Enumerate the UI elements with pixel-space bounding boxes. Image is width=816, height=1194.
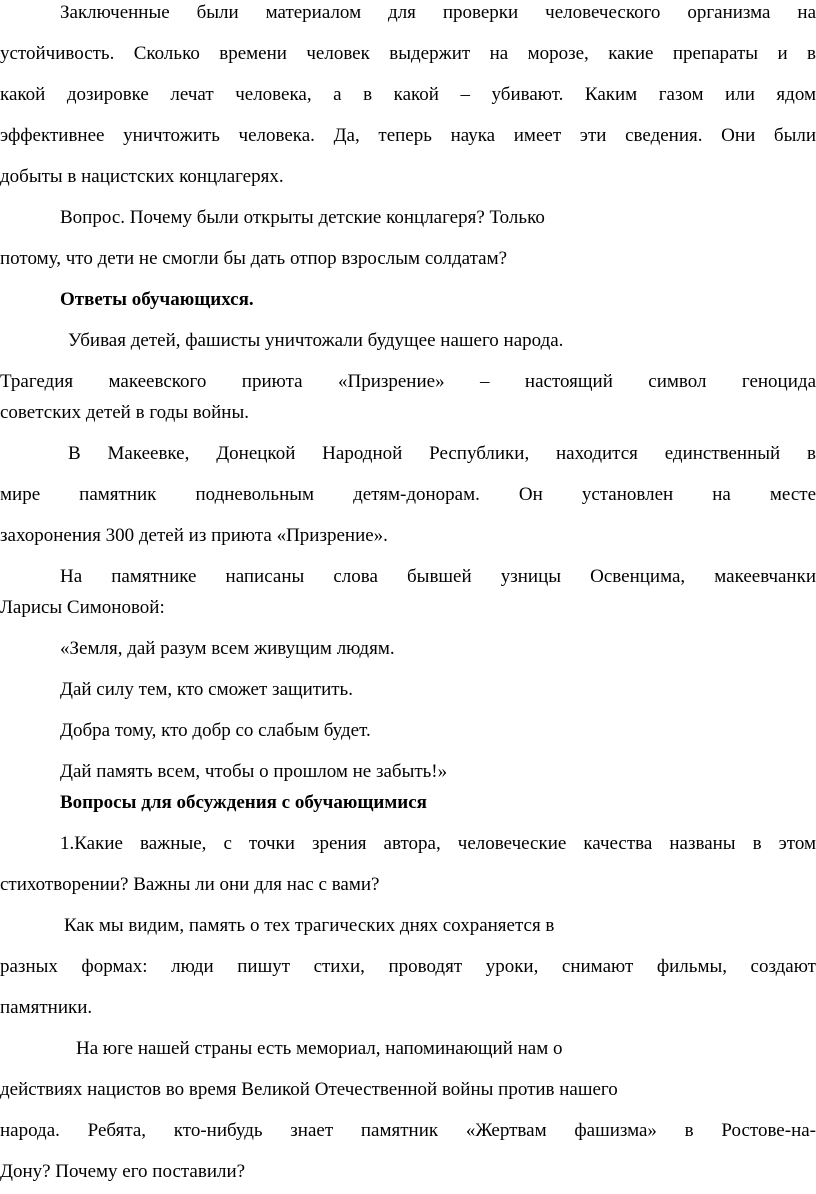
paragraph-line: народа. Ребята, кто-нибудь знает памятник «Жертвам фашизма» в Ростове-на-: [0, 1120, 816, 1141]
question-line: Вопрос. Почему были открыты детские концлагеря? Только: [60, 207, 545, 228]
paragraph-line: Дону? Почему его поставили?: [0, 1161, 246, 1182]
paragraph-line: В Макеевке, Донецкой Народной Республики, находится единственный в: [68, 443, 816, 464]
paragraph-line: советских детей в годы войны.: [0, 402, 249, 423]
paragraph-line: Трагедия макеевского приюта «Призрение» – настоящий символ геноцида: [0, 371, 816, 392]
paragraph-line: эффективнее уничтожить человека. Да, теперь наука имеет эти сведения. Они были: [0, 125, 816, 146]
paragraph-line: мире памятник подневольным детям-донорам. Он установлен на месте: [0, 484, 816, 505]
poem-line: Добра тому, кто добр со слабым будет.: [60, 720, 371, 741]
paragraph-line: Ларисы Симоновой:: [0, 597, 165, 618]
paragraph-line: Как мы видим, память о тех трагических днях сохраняется в: [64, 915, 555, 936]
poem-line: Дай память всем, чтобы о прошлом не забыть!»: [60, 761, 448, 782]
paragraph-line: стихотворении? Важны ли они для нас с вами?: [0, 874, 380, 895]
paragraph-line: 1.Какие важные, с точки зрения автора, человеческие качества названы в этом: [60, 833, 816, 854]
question-line: потому, что дети не смогли бы дать отпор взрослым солдатам?: [0, 248, 508, 269]
poem-line: Дай силу тем, кто сможет защитить.: [60, 679, 353, 700]
paragraph-line: Заключенные были материалом для проверки человеческого организма на: [60, 2, 816, 23]
paragraph-line: Убивая детей, фашисты уничтожали будущее нашего народа.: [68, 330, 564, 351]
paragraph-line: устойчивость. Сколько времени человек выдержит на морозе, какие препараты и в: [0, 43, 816, 64]
paragraph-line: какой дозировке лечат человека, а в какой – убивают. Каким газом или ядом: [0, 84, 816, 105]
paragraph-line: На памятнике написаны слова бывшей узницы Освенцима, макеевчанки: [60, 566, 816, 587]
paragraph-line: захоронения 300 детей из приюта «Призрение».: [0, 525, 388, 546]
poem-line: «Земля, дай разум всем живущим людям.: [60, 638, 395, 659]
section-heading-discussion: Вопросы для обсуждения с обучающимися: [60, 792, 427, 813]
paragraph-line: добыты в нацистских концлагерях.: [0, 166, 284, 187]
paragraph-line: памятники.: [0, 997, 93, 1018]
paragraph-line: На юге нашей страны есть мемориал, напоминающий нам о: [76, 1038, 563, 1059]
section-heading-answers: Ответы обучающихся.: [60, 289, 254, 310]
paragraph-line: действиях нацистов во время Великой Отечественной войны против нашего: [0, 1079, 618, 1100]
paragraph-line: разных формах: люди пишут стихи, проводят уроки, снимают фильмы, создают: [0, 956, 816, 977]
